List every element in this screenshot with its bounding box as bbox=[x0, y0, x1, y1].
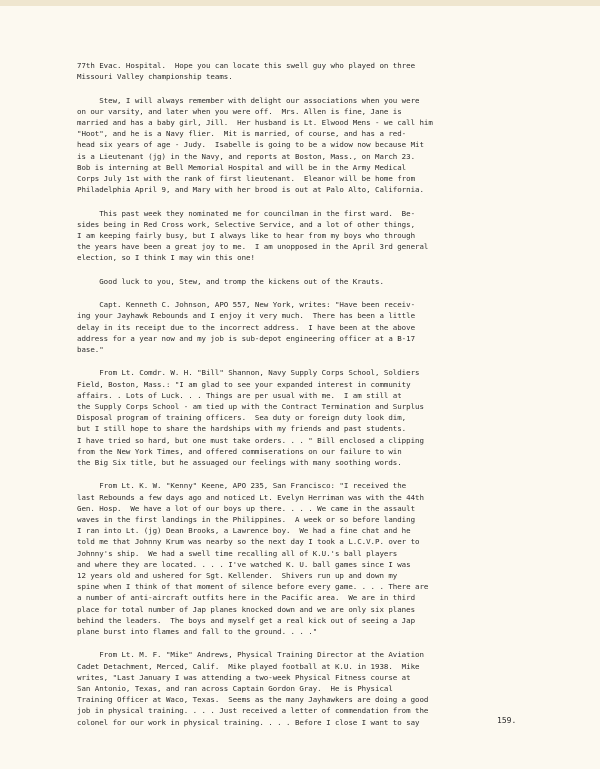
text-line: Bob is interning at Bell Memorial Hospital and will be in the Army Medical bbox=[77, 162, 407, 172]
text-line: I ran into Lt. (jg) Dean Brooks, a Lawrence boy. We had a fine chat and he bbox=[77, 526, 411, 536]
paragraph-gap bbox=[77, 264, 547, 276]
paragraph bbox=[77, 95, 547, 196]
text-line: spine when I think of that moment of silence before every game. . . . There are bbox=[77, 582, 429, 592]
text-line: ing your Jayhawk Rebounds and I enjoy it very much. There has been a little bbox=[77, 311, 416, 321]
text-line: job in physical training. . . . Just received a letter of commendation from the bbox=[77, 706, 429, 716]
text-line: Field, Boston, Mass.: "I am glad to see your expanded interest in community bbox=[77, 379, 411, 389]
text-line: Philadelphia April 9, and Mary with her brood is out at Palo Alto, California. bbox=[77, 185, 424, 195]
text-line: behind the leaders. The boys and myself get a real kick out of seeing a Jap bbox=[77, 615, 416, 625]
text-line: San Antonio, Texas, and ran across Captain Gordon Gray. He is Physical bbox=[77, 684, 393, 694]
text-line: is a Lieutenant (jg) in the Navy, and reports at Boston, Mass., on March 23. bbox=[77, 151, 416, 161]
text-line: Cadet Detachment, Merced, Calif. Mike played football at K.U. in 1938. Mike bbox=[77, 661, 420, 671]
text-line: Stew, I will always remember with delight our associations when you were bbox=[77, 95, 420, 105]
text-line: From Lt. Comdr. W. H. "Bill" Shannon, Navy Supply Corps School, Soldiers bbox=[77, 368, 420, 378]
paragraph-gap bbox=[77, 195, 547, 207]
text-line: the Big Six title, but he assuaged our feelings with many soothing words. bbox=[77, 458, 402, 468]
text-line: a number of anti-aircraft outfits here in the Pacific area. We are in third bbox=[77, 593, 416, 603]
text-line: address for a year now and my job is sub-depot engineering officer at a B-17 bbox=[77, 333, 416, 343]
paper-edge bbox=[0, 0, 600, 6]
text-line: writes, "Last January I was attending a two-week Physical Fitness course at bbox=[77, 672, 411, 682]
text-line: waves in the first landings in the Philippines. A week or so before landing bbox=[77, 515, 416, 525]
text-line: married and has a baby girl, Jill. Her husband is Lt. Elwood Mens - we call him bbox=[77, 118, 433, 127]
text-line: place for total number of Jap planes knocked down and we are only six planes bbox=[77, 604, 416, 614]
text-line: I am keeping fairly busy, but I always like to hear from my boys who through bbox=[77, 231, 416, 241]
text-line: From Lt. M. F. "Mike" Andrews, Physical Training Director at the Aviation bbox=[77, 650, 424, 660]
text-line: plane burst into flames and fall to the ground. . . ." bbox=[77, 627, 318, 637]
text-line: Johnny's ship. We had a swell time recalling all of K.U.'s ball players bbox=[77, 548, 398, 558]
typewritten-text bbox=[77, 60, 547, 728]
text-line: This past week they nominated me for councilman in the first ward. Be- bbox=[77, 208, 416, 218]
text-line: the Supply Corps School - am tied up with the Contract Termination and Surplus bbox=[77, 402, 424, 412]
paragraph bbox=[77, 276, 547, 287]
text-line: Good luck to you, Stew, and tromp the kickens out of the Krauts. bbox=[77, 276, 384, 286]
text-line: Gen. Hosp. We have a lot of our boys up there. . . . We came in the assault bbox=[77, 503, 416, 513]
text-line: "Hoot", and he is a Navy flier. Mit is married, of course, and has a red- bbox=[77, 129, 407, 139]
paragraph-gap bbox=[77, 637, 547, 649]
text-line: Capt. Kenneth C. Johnson, APO 557, New York, writes: "Have been receiv- bbox=[77, 300, 416, 310]
paragraph bbox=[77, 208, 547, 264]
paragraph-gap bbox=[77, 287, 547, 299]
text-line: affairs. . Lots of Luck. . . Things are per usual with me. I am still at bbox=[77, 390, 402, 400]
text-line: but I still hope to share the hardships with my friends and past students. bbox=[77, 424, 407, 434]
paragraph bbox=[77, 367, 547, 468]
text-line: Disposal program of training officers. Sea duty or foreign duty look dim, bbox=[77, 413, 407, 423]
text-line: From Lt. K. W. "Kenny" Keene, APO 235, San Francisco: "I received the bbox=[77, 481, 407, 491]
text-line: sides being in Red Cross work, Selective Service, and a lot of other things, bbox=[77, 219, 416, 229]
paragraph-gap bbox=[77, 355, 547, 367]
text-line: election, so I think I may win this one! bbox=[77, 253, 255, 263]
paragraph bbox=[77, 649, 547, 727]
text-line: the years have been a great joy to me. I am unopposed in the April 3rd general bbox=[77, 242, 429, 252]
text-line: I have tried so hard, but one must take orders. . . " Bill enclosed a clipping bbox=[77, 435, 424, 445]
text-line: head six years of age - Judy. Isabelle is going to be a widow now because Mit bbox=[77, 140, 424, 150]
text-line: from the New York Times, and offered commiserations on our failure to win bbox=[77, 446, 402, 456]
text-line: told me that Johnny Krum was nearby so the next day I took a L.C.V.P. over to bbox=[77, 537, 420, 547]
paragraph-gap bbox=[77, 468, 547, 480]
text-line: and where they are located. . . . I've watched K. U. ball games since I was bbox=[77, 559, 411, 569]
text-line: on our varsity, and later when you were off. Mrs. Allen is fine, Jane is bbox=[77, 106, 402, 116]
text-line: 12 years old and ushered for Sgt. Kellender. Shivers run up and down my bbox=[77, 571, 398, 581]
paragraph-gap bbox=[77, 82, 547, 94]
text-line: Missouri Valley championship teams. bbox=[77, 72, 233, 82]
text-line: last Rebounds a few days ago and noticed Lt. Evelyn Herriman was with the 44th bbox=[77, 492, 424, 502]
text-line: Corps July 1st with the rank of first lieutenant. Eleanor will be home from bbox=[77, 174, 416, 184]
text-line: 77th Evac. Hospital. Hope you can locate this swell guy who played on three bbox=[77, 61, 416, 70]
paragraph bbox=[77, 299, 547, 355]
text-line: Training Officer at Waco, Texas. Seems as the many Jayhawkers are doing a good bbox=[77, 695, 429, 705]
page-number: 159. bbox=[497, 716, 517, 725]
text-line: colonel for our work in physical training. . . . Before I close I want to say bbox=[77, 717, 420, 727]
text-line: base." bbox=[77, 345, 104, 355]
paragraph bbox=[77, 60, 547, 82]
text-line: delay in its receipt due to the incorrect address. I have been at the above bbox=[77, 322, 416, 332]
paragraph bbox=[77, 480, 547, 637]
